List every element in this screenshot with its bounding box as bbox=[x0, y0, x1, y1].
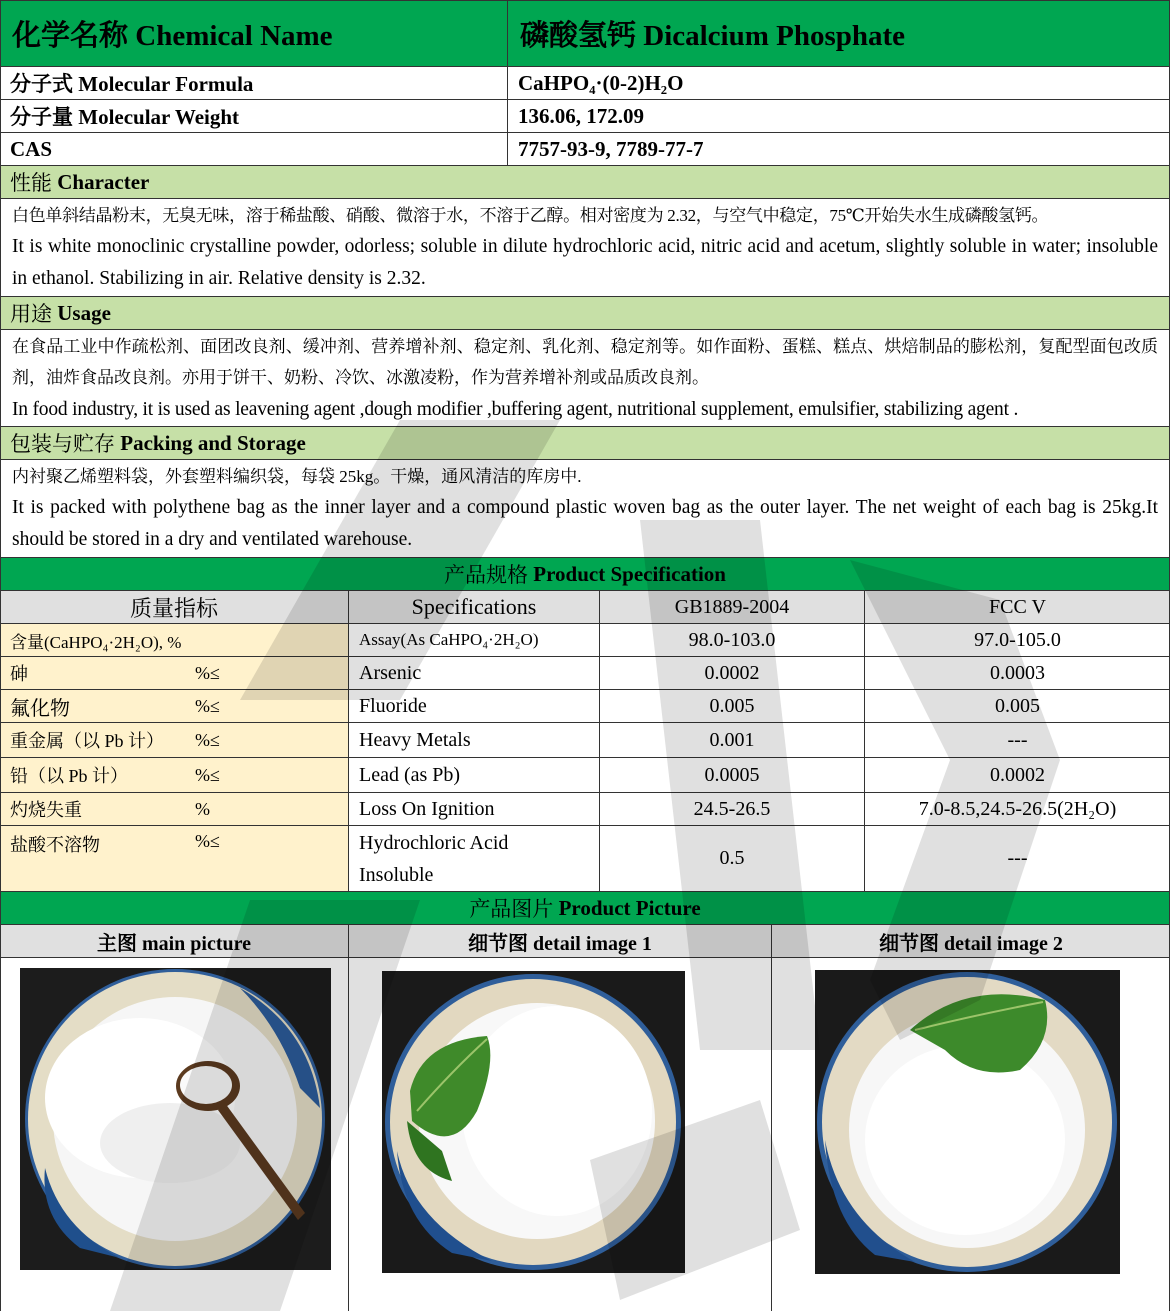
packing-body bbox=[0, 460, 1170, 558]
spec-zh-cell bbox=[0, 826, 348, 891]
formula-label: 分子式 Molecular Formula bbox=[10, 72, 254, 96]
spec-unit: %≤ bbox=[195, 695, 220, 716]
header-row bbox=[0, 0, 1170, 67]
packing-title-en: Packing and Storage bbox=[120, 430, 306, 455]
info-row-cas bbox=[0, 133, 1170, 166]
picture-label-row bbox=[0, 925, 1170, 958]
packing-text-en: It is packed with polythene bag as the inner layer and a compound plastic woven bag as the outer layer. The net weight of each bag is 25kg.It should be stored in a dry and ventilated warehouse. bbox=[12, 497, 1158, 550]
spec-gb: 0.0005 bbox=[704, 763, 760, 786]
spec-row-loss-on-ignition bbox=[0, 793, 1170, 826]
spec-section-title bbox=[0, 558, 1170, 591]
usage-text-zh: 在食品工业中作疏松剂、面团改良剂、缓冲剂、营养增补剂、稳定剂、乳化剂、稳定剂等。如作面粉、蛋糕、糕点、烘焙制品的膨松剂，复配型面包改质剂，油炸食品改良剂。亦用于饼干、奶粉、冷饮、冰激凌粉，作为营养增补剂或品质改良剂。 bbox=[12, 337, 1158, 387]
usage-section-title bbox=[0, 297, 1170, 330]
spec-zh-cell bbox=[0, 758, 348, 792]
spec-gb: 0.0002 bbox=[704, 661, 760, 684]
info-row-weight bbox=[0, 100, 1170, 133]
spec-zh-cell bbox=[0, 793, 348, 825]
info-row-formula bbox=[0, 67, 1170, 100]
usage-body bbox=[0, 330, 1170, 427]
spec-unit: % bbox=[195, 798, 210, 819]
spec-fcc: 97.0-105.0 bbox=[974, 628, 1061, 651]
spec-row-fluoride bbox=[0, 690, 1170, 723]
weight-label: 分子量 Molecular Weight bbox=[10, 105, 240, 129]
picture-label-detail-1: 细节图 detail image 1 bbox=[468, 932, 652, 955]
picture-label-main: 主图 main picture bbox=[96, 932, 252, 955]
spec-unit: %≤ bbox=[195, 729, 220, 750]
chemical-name-label: 化学名称 Chemical Name bbox=[12, 19, 333, 52]
spec-gb: 98.0-103.0 bbox=[688, 628, 776, 651]
spec-row-assay bbox=[0, 624, 1170, 657]
character-text-zh: 白色单斜结晶粉末，无臭无味，溶于稀盐酸、硝酸、微溶于水，不溶于乙醇。相对密度为 2.32，与空气中稳定，75℃开始失水生成磷酸氢钙。 bbox=[12, 206, 1049, 225]
spec-title-en: Product Specification bbox=[533, 561, 726, 586]
spec-fcc: 0.0002 bbox=[990, 763, 1045, 786]
spec-en: Heavy Metals bbox=[359, 728, 471, 751]
spec-fcc: --- bbox=[1007, 728, 1028, 751]
spec-zh: 重金属（以 Pb 计） bbox=[10, 731, 165, 751]
formula-value: CaHPO₄·(0-2)H₂O bbox=[518, 70, 684, 95]
main-product-photo bbox=[20, 968, 331, 1270]
spec-zh: 盐酸不溶物 bbox=[10, 835, 100, 855]
spec-en: Lead (as Pb) bbox=[359, 763, 461, 786]
picture-label-detail-2: 细节图 detail image 2 bbox=[879, 932, 1063, 955]
spec-row-hcl-insoluble bbox=[0, 826, 1170, 892]
spec-gb: 0.005 bbox=[709, 694, 755, 717]
spec-fcc: 7.0-8.5,24.5-26.5(2H₂O) bbox=[918, 797, 1117, 820]
spec-en: Fluoride bbox=[359, 694, 427, 717]
usage-title-zh: 用途 bbox=[10, 302, 52, 326]
spec-row-heavy-metals bbox=[0, 723, 1170, 758]
spec-zh: 铅（以 Pb 计） bbox=[10, 766, 129, 786]
spec-gb: 24.5-26.5 bbox=[693, 797, 771, 820]
character-text-en: It is white monoclinic crystalline powder, odorless; soluble in dilute hydrochloric acid, nitric acid and acetum, slightly soluble in water; insoluble in ethanol. Stabilizing in air. Relative density is 2.32. bbox=[12, 236, 1158, 289]
spec-gb: 0.5 bbox=[719, 847, 745, 869]
spec-header-gb: GB1889-2004 bbox=[674, 595, 790, 618]
spec-fcc: --- bbox=[1007, 847, 1028, 869]
weight-value: 136.06, 172.09 bbox=[518, 103, 644, 128]
character-section-title bbox=[0, 166, 1170, 199]
spec-zh: 含量(CaHPO₄·2H₂O), % bbox=[0, 624, 348, 656]
character-title-zh: 性能 bbox=[10, 171, 52, 195]
packing-title-zh: 包装与贮存 bbox=[10, 432, 115, 456]
spec-header-fcc: FCC V bbox=[989, 595, 1046, 618]
usage-title-en: Usage bbox=[57, 300, 111, 325]
character-body bbox=[0, 199, 1170, 297]
spec-en: Assay(As CaHPO₄·2H₂O) bbox=[359, 630, 539, 649]
spec-unit: %≤ bbox=[195, 831, 220, 851]
picture-section-title bbox=[0, 892, 1170, 925]
spec-header-quality: 质量指标 bbox=[129, 595, 218, 621]
spec-unit: %≤ bbox=[195, 764, 220, 785]
spec-fcc: 0.005 bbox=[995, 694, 1040, 717]
detail-photo-1 bbox=[382, 971, 685, 1273]
chemical-name-value: 磷酸氢钙 Dicalcium Phosphate bbox=[520, 19, 906, 52]
spec-zh: 灼烧失重 bbox=[10, 800, 82, 820]
usage-text-en: In food industry, it is used as leavening agent ,dough modifier ,buffering agent, nutritional supplement, emulsifier, stabilizing agent . bbox=[12, 399, 1019, 420]
spec-header-row bbox=[0, 591, 1170, 624]
cas-value: 7757-93-9, 7789-77-7 bbox=[518, 136, 704, 161]
spec-header-specifications: Specifications bbox=[411, 594, 537, 619]
picture-title-zh: 产品图片 bbox=[469, 897, 554, 921]
spec-unit: %≤ bbox=[195, 662, 220, 683]
packing-section-title bbox=[0, 427, 1170, 460]
spec-zh-cell bbox=[0, 690, 348, 722]
spec-zh: 砷 bbox=[10, 664, 28, 684]
cas-label: CAS bbox=[10, 136, 53, 161]
spec-zh: 氟化物 bbox=[10, 697, 70, 720]
spec-title-zh: 产品规格 bbox=[444, 563, 529, 587]
picture-title-en: Product Picture bbox=[558, 895, 701, 920]
spec-en: Loss On Ignition bbox=[359, 797, 495, 820]
spec-en: Arsenic bbox=[359, 661, 422, 684]
picture-row bbox=[0, 958, 1170, 1311]
packing-text-zh: 内衬聚乙烯塑料袋，外套塑料编织袋，每袋 25kg。干燥，通风清洁的库房中. bbox=[12, 467, 582, 486]
character-title-en: Character bbox=[57, 169, 150, 194]
spec-row-lead bbox=[0, 758, 1170, 793]
spec-gb: 0.001 bbox=[709, 728, 755, 751]
spec-zh-cell bbox=[0, 657, 348, 689]
detail-photo-2 bbox=[815, 970, 1120, 1274]
spec-row-arsenic bbox=[0, 657, 1170, 690]
spec-en: Hydrochloric Acid Insoluble bbox=[359, 831, 509, 886]
spec-fcc: 0.0003 bbox=[990, 661, 1045, 684]
spec-zh-cell bbox=[0, 723, 348, 757]
